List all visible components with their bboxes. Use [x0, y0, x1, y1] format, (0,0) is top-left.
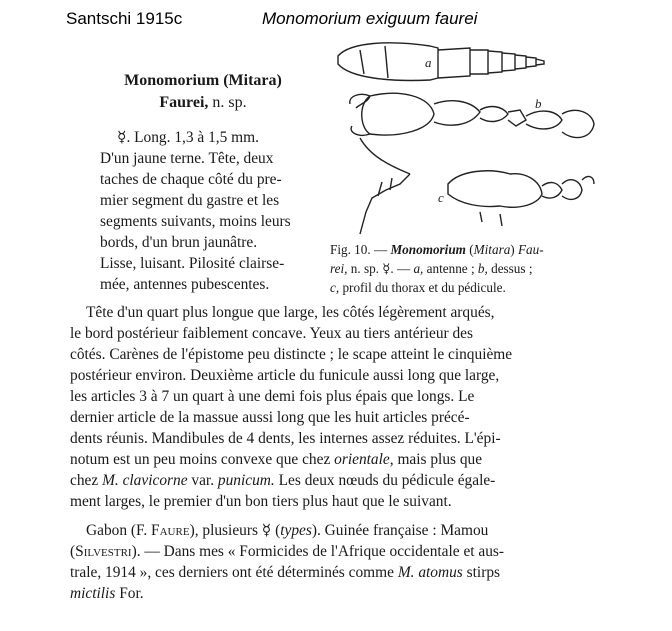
figure-caption-line — [330, 279, 506, 297]
figure-label-b: b — [535, 96, 542, 111]
profile-view-drawing — [448, 171, 594, 226]
caption-subgenus: Mitara — [473, 242, 511, 257]
column-line: taches de chaque côté du pre- — [100, 171, 282, 188]
caption-letter: a, — [413, 261, 424, 276]
caption-letter: c, — [330, 280, 340, 295]
column-line: segments suivants, moins leurs — [100, 213, 291, 230]
collector-name: Faure — [151, 522, 190, 539]
figure-caption-line — [330, 260, 533, 278]
locality-text: stirps — [466, 564, 501, 581]
body-text: notum est un peu moins convexe que chez — [70, 451, 331, 468]
species-name: Faurei, — [159, 94, 209, 111]
caption-genus: Monomorium — [390, 242, 466, 257]
caption-species: rei, — [330, 261, 348, 276]
locality-text: trale, 1914 », ces derniers ont été déterminés comme — [70, 564, 394, 581]
column-line: D'un jaune terne. Tête, deux — [100, 150, 274, 167]
figure-caption-line — [330, 241, 544, 259]
caption-text: profil du thorax et du pédicule. — [342, 280, 506, 295]
body-line: le bord postérieur faiblement concave. Yeux au tiers antérieur des — [70, 325, 474, 342]
column-line: mier segment du gastre et les — [100, 192, 280, 209]
ant-figure — [330, 34, 595, 244]
body-species: punicum. — [217, 472, 275, 489]
body-text: var. — [191, 472, 215, 489]
body-text: Les deux nœuds du pédicule égale- — [278, 472, 496, 489]
citation-label: Santschi 1915c — [66, 9, 183, 28]
locality-text: For. — [119, 585, 144, 602]
figure-label-c: c — [438, 190, 444, 205]
caption-text: n. sp. ☿. — — [350, 261, 411, 276]
locality-text: ). — Dans mes « Formicides de l'Afrique occidentale et aus- — [131, 543, 505, 560]
locality-line — [70, 584, 144, 604]
column-line: bords, d'un brun jaunâtre. — [100, 234, 258, 251]
body-text: mais plus que — [397, 451, 483, 468]
species-title-name — [90, 92, 316, 114]
body-line — [70, 471, 495, 491]
locality-species: mictilis — [70, 585, 116, 602]
antenna-drawing — [338, 43, 544, 81]
caption-letter: b, — [477, 261, 488, 276]
locality-line — [70, 542, 504, 562]
type-status: types — [280, 522, 312, 539]
species-title-genus: Monomorium (Mitara) — [124, 72, 282, 89]
body-line: ment larges, le premier d'un bon tiers plus haut que le suivant. — [70, 493, 452, 510]
caption-text: Fig. 10. — — [330, 242, 388, 257]
caption-text: dessus ; — [491, 261, 533, 276]
body-line: les articles 3 à 7 un quart à une demi fois plus épais que longs. Le — [70, 388, 475, 405]
collector-name: Silvestri — [75, 543, 132, 560]
locality-line — [70, 563, 500, 583]
dorsal-view-drawing — [350, 93, 594, 234]
caption-species: Fau- — [518, 242, 544, 257]
locality-text: ). Guinée française : Mamou — [311, 522, 489, 539]
caption-text: ( — [469, 242, 474, 257]
body-line — [70, 450, 482, 470]
body-line: côtés. Carènes de l'épistome peu distincte ; le scape atteint le cinquième — [70, 346, 513, 363]
caption-text: antenne ; — [426, 261, 475, 276]
body-line: dents réunis. Mandibules de 4 dents, les internes assez réduites. L'épi- — [70, 430, 501, 447]
caption-text: ) — [510, 242, 515, 257]
body-species: M. clavicorne — [102, 472, 188, 489]
locality-text: Gabon (F. — [86, 522, 148, 539]
column-line: Lisse, luisant. Pilosité clairse- — [100, 255, 285, 272]
locality-line — [86, 521, 488, 541]
body-species: orientale, — [334, 451, 394, 468]
column-line: mée, antennes pubescentes. — [100, 276, 270, 293]
locality-species: M. atomus — [397, 564, 463, 581]
ant-illustration — [330, 34, 595, 244]
body-line: Tête d'un quart plus longue que large, les côtés légèrement arqués, — [86, 304, 495, 321]
new-species-mark: n. sp. — [212, 94, 247, 111]
taxon-label: Monomorium exiguum faurei — [262, 9, 478, 28]
body-line: postérieur environ. Deuxième article du funicule aussi long que large, — [70, 367, 500, 384]
locality-text: ), plusieurs ☿ ( — [189, 522, 281, 539]
body-line: dernier article de la massue aussi long que les huit articles précé- — [70, 409, 470, 426]
body-text: chez — [70, 472, 99, 489]
locality-text: ( — [70, 543, 76, 560]
figure-label-a: a — [425, 55, 432, 70]
column-line: ☿. Long. 1,3 à 1,5 mm. — [117, 129, 259, 146]
